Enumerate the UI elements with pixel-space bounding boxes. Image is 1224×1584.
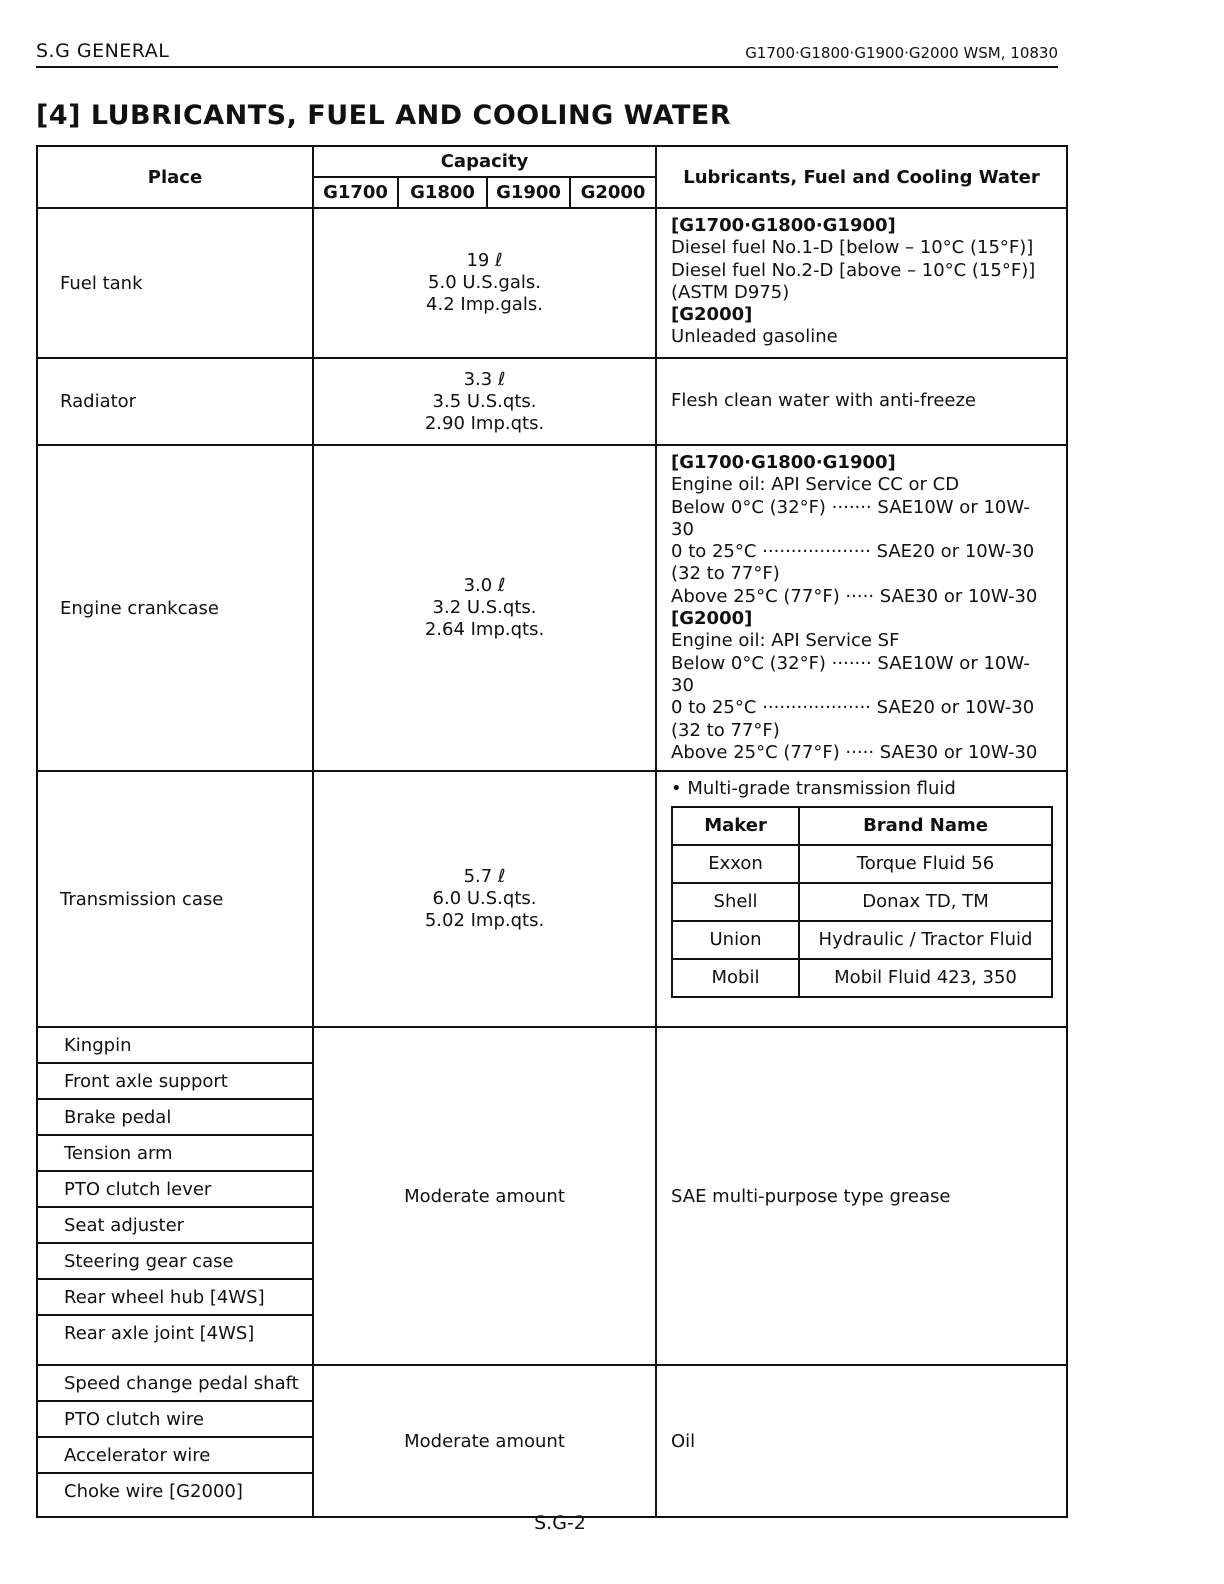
place-engine-crankcase: Engine crankcase [37, 445, 313, 771]
row-oil-group [37, 1365, 1067, 1517]
lubricant-engine-crankcase [656, 445, 1067, 771]
capacity-line: 3.3 ℓ [463, 368, 506, 390]
maker-cell: Mobil [672, 959, 799, 997]
oil-place-item: PTO clutch wire [38, 1402, 312, 1438]
header-model: G1900 [487, 177, 570, 208]
spec-line: Diesel fuel No.1-D [below – 10°C (15°F)] [671, 237, 1034, 259]
spec-line: Above 25°C (77°F) ····· SAE30 or 10W-30 [671, 585, 1038, 607]
header-model: G1800 [398, 177, 487, 208]
spec-line: (32 to 77°F) [671, 563, 780, 585]
lubricants-table [36, 145, 1068, 1518]
row-engine-crankcase [37, 445, 1067, 771]
grease-place-item: Seat adjuster [38, 1208, 312, 1244]
grease-place-item: Front axle support [38, 1064, 312, 1100]
spec-line: (ASTM D975) [671, 281, 790, 303]
spec-line: Diesel fuel No.2-D [above – 10°C (15°F)] [671, 259, 1036, 281]
brand-table [671, 806, 1053, 998]
lubricant-transmission-case [656, 771, 1067, 1027]
lubricant-oil-group: Oil [656, 1365, 1067, 1517]
model-group-label: [G2000] [671, 304, 753, 326]
capacity-engine-crankcase [313, 445, 656, 771]
brand-cell: Donax TD, TM [799, 883, 1052, 921]
grease-place-item: Rear axle joint [4WS] [64, 1323, 255, 1345]
grease-place-item: Steering gear case [38, 1244, 312, 1280]
capacity-line: 5.0 U.S.gals. [428, 272, 541, 293]
brand-row [672, 959, 1052, 997]
capacity-line: 3.5 U.S.qts. [432, 390, 537, 412]
row-grease-group [37, 1027, 1067, 1365]
page-title: [4] LUBRICANTS, FUEL AND COOLING WATER [36, 100, 732, 131]
capacity-grease-group: Moderate amount [313, 1027, 656, 1365]
grease-place-item: Brake pedal [38, 1100, 312, 1136]
oil-place-item: Accelerator wire [38, 1438, 312, 1474]
capacity-line: 3.2 U.S.qts. [432, 597, 537, 619]
capacity-line: 2.64 Imp.qts. [424, 619, 545, 641]
brand-cell: Mobil Fluid 423, 350 [799, 959, 1052, 997]
capacity-transmission-case [313, 771, 656, 1027]
model-group-label: [G1700·G1800·G1900] [671, 215, 896, 236]
spec-line: (32 to 77°F) [671, 719, 780, 741]
page-number: S.G-2 [534, 1512, 586, 1534]
capacity-line: 6.0 U.S.qts. [432, 888, 537, 910]
row-transmission-case [37, 771, 1067, 1027]
brand-row [672, 921, 1052, 959]
brand-table-header-brand: Brand Name [799, 807, 1052, 845]
brand-row [672, 883, 1052, 921]
header-model: G2000 [570, 177, 656, 208]
fluid-type-bullet: • Multi-grade transmission fluid [671, 778, 956, 800]
capacity-line: 5.02 Imp.qts. [424, 910, 545, 932]
lubricant-grease-group: SAE multi-purpose type grease [656, 1027, 1067, 1365]
capacity-line: 4.2 Imp.gals. [426, 294, 543, 315]
place-fuel-tank: Fuel tank [37, 208, 313, 358]
places-grease-group [37, 1027, 313, 1365]
capacity-line: 2.90 Imp.qts. [424, 412, 545, 434]
brand-row [672, 845, 1052, 883]
spec-line: 0 to 25°C ··················· SAE20 or 10W-30 [671, 697, 1035, 719]
grease-place-item: Tension arm [38, 1136, 312, 1172]
spec-line: Below 0°C (32°F) ······· SAE10W or 10W-30 [671, 652, 1030, 696]
place-transmission-case: Transmission case [37, 771, 313, 1027]
spec-line: Unleaded gasoline [671, 326, 838, 348]
oil-place-item: Choke wire [G2000] [64, 1481, 243, 1503]
lubricant-fuel-tank [656, 208, 1067, 358]
model-group-label: [G1700·G1800·G1900] [671, 452, 896, 473]
model-reference: G1700·G1800·G1900·G2000 WSM, 10830 [745, 44, 1058, 62]
grease-place-item: PTO clutch lever [38, 1172, 312, 1208]
header-model: G1700 [313, 177, 398, 208]
spec-line: Below 0°C (32°F) ······· SAE10W or 10W-30 [671, 496, 1030, 540]
capacity-fuel-tank [313, 208, 656, 358]
brand-table-header-maker: Maker [672, 807, 799, 845]
place-radiator: Radiator [37, 358, 313, 445]
grease-place-item: Rear wheel hub [4WS] [38, 1280, 312, 1316]
capacity-radiator [313, 358, 656, 445]
spec-line: Above 25°C (77°F) ····· SAE30 or 10W-30 [671, 741, 1038, 763]
capacity-line: 5.7 ℓ [463, 866, 506, 888]
places-oil-group [37, 1365, 313, 1517]
section-header: S.G GENERAL [36, 40, 170, 62]
spec-line: 0 to 25°C ··················· SAE20 or 10W-30 [671, 541, 1035, 563]
spec-line: Engine oil: API Service CC or CD [671, 474, 960, 496]
header-place: Place [37, 146, 313, 208]
maker-cell: Union [672, 921, 799, 959]
capacity-oil-group: Moderate amount [313, 1365, 656, 1517]
row-fuel-tank [37, 208, 1067, 358]
lubricant-radiator: Flesh clean water with anti-freeze [656, 358, 1067, 445]
row-radiator [37, 358, 1067, 445]
header-rule [36, 66, 1058, 68]
header-lubricants: Lubricants, Fuel and Cooling Water [656, 146, 1067, 208]
capacity-line: 19 ℓ [466, 250, 503, 271]
capacity-line: 3.0 ℓ [463, 575, 506, 597]
maker-cell: Exxon [672, 845, 799, 883]
brand-cell: Torque Fluid 56 [799, 845, 1052, 883]
maker-cell: Shell [672, 883, 799, 921]
header-capacity: Capacity [313, 146, 656, 177]
model-group-label: [G2000] [671, 608, 753, 630]
brand-cell: Hydraulic / Tractor Fluid [799, 921, 1052, 959]
oil-place-item: Speed change pedal shaft [38, 1366, 312, 1402]
spec-line: Engine oil: API Service SF [671, 630, 900, 652]
grease-place-item: Kingpin [38, 1028, 312, 1064]
